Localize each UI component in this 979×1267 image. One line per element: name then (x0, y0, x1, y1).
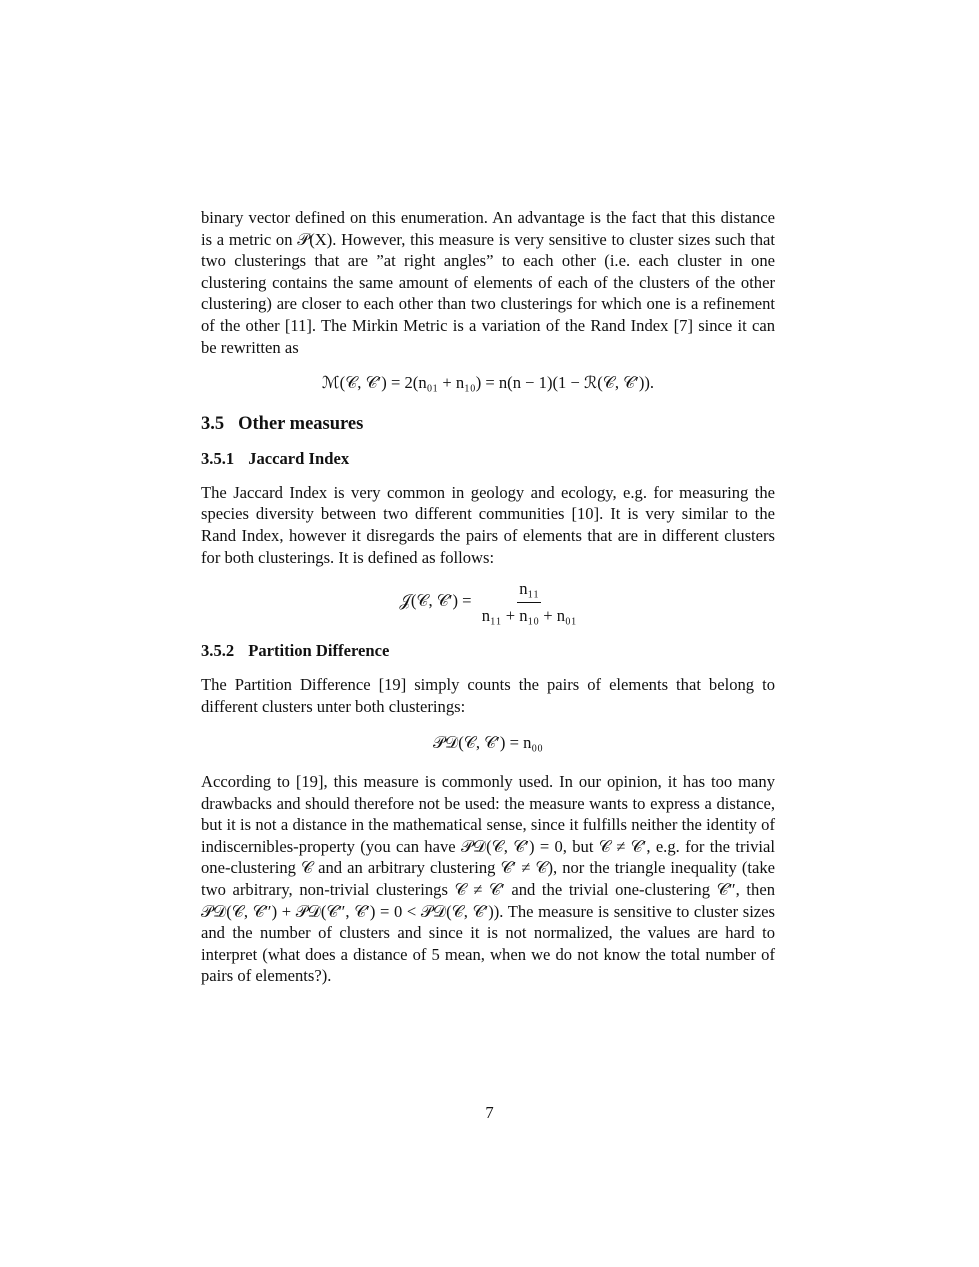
equation-mirkin: ℳ(𝒞, 𝒞′) = 2(n₀₁ + n₁₀) = n(n − 1)(1 − ℛ(𝒞, 𝒞′)). (321, 373, 655, 393)
jaccard-fraction (482, 578, 577, 626)
subsection-heading-partition-difference (201, 640, 775, 662)
paragraph-partition-difference: The Partition Difference [19] simply counts the pairs of elements that belong to different clusters unter both clusterings: (201, 675, 775, 716)
jaccard-numerator: n₁₁ (517, 578, 541, 603)
jaccard-lhs: 𝒥(𝒞, 𝒞′) = (399, 591, 472, 611)
paragraph-jaccard: The Jaccard Index is very common in geology and ecology, e.g. for measuring the species diversity between two different communities [10]. It is very similar to the Rand Index, however it disregards the pairs of elements that are in different clusters for both clusterings. It is defined as follows: (201, 482, 775, 567)
subsection-title: Partition Difference (248, 641, 390, 661)
page-body (201, 207, 775, 987)
paragraph-mirkin-intro: binary vector defined on this enumeration. An advantage is the fact that this distance is a metric on 𝒫(X). However, this measure is very sensitive to cluster sizes such that two clusterings that are ”at right angles” to each other (i.e. each cluster in one clustering contains the same amount of elements of each of the clusters of the other clustering) are closer to each other than two clusterings for which one is a refinement of the other [11]. The Mirkin Metric is a variation of the Rand Index [7] since it can be rewritten as (201, 208, 775, 357)
equation-jaccard (201, 578, 775, 626)
subsection-number: 3.5.2 (201, 641, 235, 661)
subsection-number: 3.5.1 (201, 448, 235, 468)
section-number: 3.5 (201, 413, 225, 434)
jaccard-denominator: n₁₁ + n₁₀ + n₀₁ (481, 605, 577, 625)
page-number: 7 (485, 1103, 494, 1122)
subsection-heading-jaccard (201, 448, 775, 470)
subsection-title: Jaccard Index (248, 448, 350, 468)
section-title: Other measures (238, 413, 364, 434)
paragraph-pd-discussion: According to [19], this measure is commonly used. In our opinion, it has too many drawbacks and should therefore not be used: the measure wants to express a distance, but it is not a distance in the mathematical sense, since it fulfills neither the identity of indiscernibles-property (you can have 𝒫𝒟(𝒞, 𝒞′) = 0, but 𝒞 ≠ 𝒞′, e.g. for the trivial one-clustering 𝒞 and an arbitrary clustering 𝒞′ ≠ 𝒞), nor the triangle inequality (take two arbitrary, non-trivial clusterings 𝒞 ≠ 𝒞′ and the trivial one-clustering 𝒞″, then 𝒫𝒟(𝒞, 𝒞″) + 𝒫𝒟(𝒞″, 𝒞′) = 0 < 𝒫𝒟(𝒞, 𝒞′)). The measure is sensitive to cluster sizes and the number of clusters and since it is not normalized, the values are hard to interpret (what does a distance of 5 mean, when we do not know the total number of pairs of elements?). (201, 772, 775, 986)
section-heading-other-measures (201, 412, 775, 436)
equation-partition-difference: 𝒫𝒟(𝒞, 𝒞′) = n₀₀ (433, 732, 543, 752)
